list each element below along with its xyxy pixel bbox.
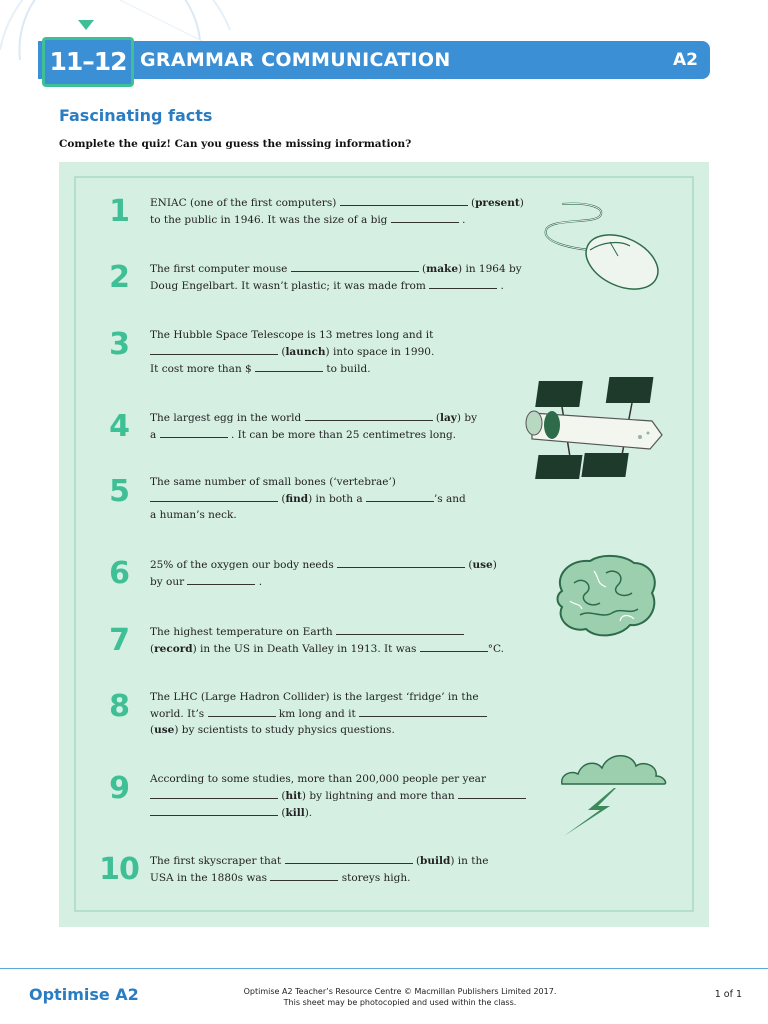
answer-blank[interactable] [337,556,465,568]
answer-blank[interactable] [429,277,497,289]
header-title: GRAMMAR COMMUNICATION [140,49,451,71]
header-level: A2 [673,50,698,70]
answer-blank[interactable] [305,409,433,421]
item-number: 1 [109,194,129,229]
item-number: 10 [99,852,139,887]
footer-copyright: Optimise A2 Teacher’s Resource Centre © Macmillan Publishers Limited 2017. This sheet may be photocopied and used within the class. [243,987,557,1007]
footer-divider [0,968,768,969]
worksheet-title: Fascinating facts [59,106,213,125]
unit-number: 11–12 [42,37,134,87]
item-number: 8 [109,689,129,724]
answer-blank[interactable] [366,490,434,502]
storm-cloud-lightning-icon [558,744,668,838]
item-number: 2 [109,260,129,295]
brain-icon [550,553,660,641]
answer-blank[interactable] [150,804,278,816]
answer-blank[interactable] [336,623,464,635]
item-text: The largest egg in the world (lay) by a . It can be more than 25 centimetres long. [150,409,550,443]
item-number: 4 [109,409,129,444]
answer-blank[interactable] [208,705,276,717]
item-text: The first skyscraper that (build) in the USA in the 1880s was storeys high. [150,852,550,886]
answer-blank[interactable] [420,640,488,652]
space-telescope-icon [522,373,672,483]
item-text: The same number of small bones (‘vertebrae’) (find) in both a ’s and a human’s neck. [150,476,466,521]
answer-blank[interactable] [160,426,228,438]
item-number: 5 [109,474,129,509]
item-number: 9 [109,771,129,806]
item-text: The first computer mouse (make) in 1964 by Doug Engelbart. It wasn’t plastic; it was made from . [150,260,550,294]
answer-blank[interactable] [150,343,278,355]
answer-blank[interactable] [150,787,278,799]
item-text: The Hubble Space Telescope is 13 metres long and it (launch) into space in 1990. It cost more than $ to build. [150,329,435,375]
answer-blank[interactable] [340,194,468,206]
item-number: 7 [109,623,129,658]
answer-blank[interactable] [291,260,419,272]
item-number: 3 [109,327,129,362]
item-text: The LHC (Large Hadron Collider) is the largest ‘fridge’ in the world. It’s km long and it (use) by scientists to study physics questions. [150,689,550,738]
item-text: ENIAC (one of the first computers) (present) to the public in 1946. It was the size of a big . [150,194,550,228]
answer-blank[interactable] [391,211,459,223]
item-text: 25% of the oxygen our body needs (use) by our . [150,556,550,590]
item-number: 6 [109,556,129,591]
answer-blank[interactable] [285,852,413,864]
answer-blank[interactable] [150,490,278,502]
item-text: According to some studies, more than 200,000 people per year (hit) by lightning and more than (kill). [150,771,550,821]
item-text: The highest temperature on Earth (record) in the US in Death Valley in 1913. It was °C. [150,623,550,657]
computer-mouse-icon [540,198,664,294]
page-number: 1 of 1 [714,989,742,1000]
answer-blank[interactable] [458,787,526,799]
unit-marker-icon [78,20,94,30]
answer-blank[interactable] [255,360,323,372]
answer-blank[interactable] [270,869,338,881]
footer-brand: Optimise A2 [29,985,139,1004]
worksheet-instructions: Complete the quiz! Can you guess the missing information? [59,138,412,150]
answer-blank[interactable] [187,573,255,585]
answer-blank[interactable] [359,705,487,717]
